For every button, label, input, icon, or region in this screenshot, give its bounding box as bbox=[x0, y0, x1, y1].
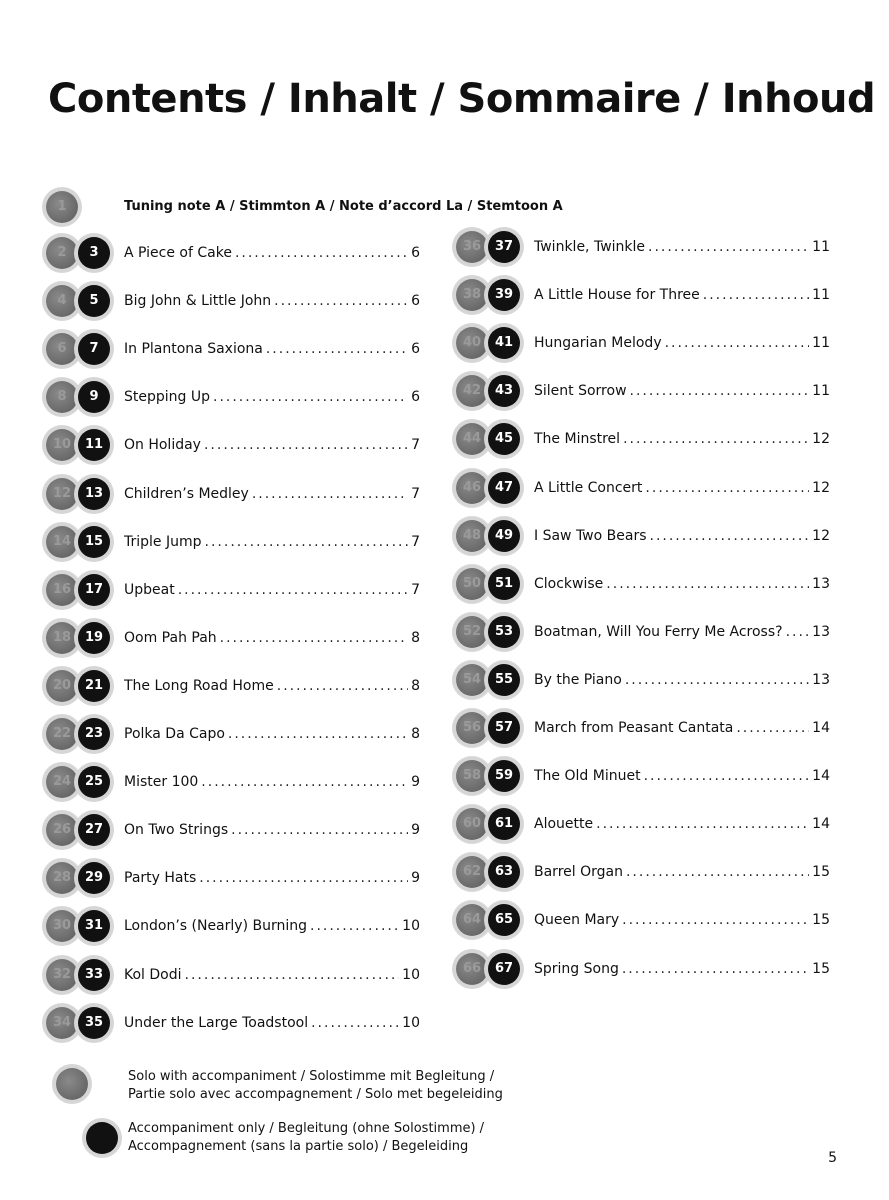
dot-leader bbox=[648, 227, 809, 267]
entry-title: I Saw Two Bears bbox=[534, 527, 647, 544]
solo-track-badge: 18 bbox=[46, 622, 78, 654]
entry-line bbox=[124, 810, 420, 850]
entry-line bbox=[124, 762, 420, 802]
track-badge-pair bbox=[46, 810, 118, 850]
dot-leader bbox=[622, 900, 809, 940]
entry-title: Party Hats bbox=[124, 870, 197, 887]
entry-line bbox=[124, 955, 420, 995]
entry-title: The Long Road Home bbox=[124, 677, 274, 694]
contents-entry[interactable] bbox=[46, 281, 420, 321]
entry-page: 11 bbox=[812, 287, 830, 304]
accompaniment-track-badge: 33 bbox=[78, 959, 110, 991]
solo-track-badge: 56 bbox=[456, 712, 488, 744]
entry-title: Spring Song bbox=[534, 960, 619, 977]
entry-page: 14 bbox=[812, 768, 830, 785]
solo-track-badge: 1 bbox=[46, 191, 78, 223]
solo-track-badge: 26 bbox=[46, 814, 78, 846]
solo-track-badge: 38 bbox=[456, 279, 488, 311]
contents-entry[interactable] bbox=[456, 275, 830, 315]
solo-track-badge: 42 bbox=[456, 375, 488, 407]
track-badge-pair bbox=[456, 468, 528, 508]
dot-leader bbox=[645, 468, 809, 508]
accompaniment-track-badge: 13 bbox=[78, 478, 110, 510]
entry-page: 6 bbox=[411, 293, 420, 310]
contents-entry[interactable] bbox=[456, 564, 830, 604]
entry-line bbox=[534, 708, 830, 748]
solo-track-badge: 32 bbox=[46, 959, 78, 991]
solo-track-badge: 60 bbox=[456, 808, 488, 840]
entry-title: London’s (Nearly) Burning bbox=[124, 918, 307, 935]
track-badge-pair bbox=[46, 666, 118, 706]
entry-page: 6 bbox=[411, 389, 420, 406]
track-badge-pair bbox=[456, 852, 528, 892]
dot-leader bbox=[606, 564, 809, 604]
track-badge-pair bbox=[456, 227, 528, 267]
entry-page: 7 bbox=[411, 485, 420, 502]
entry-page: 10 bbox=[402, 918, 420, 935]
entry-title: On Two Strings bbox=[124, 822, 229, 839]
accompaniment-track-badge: 21 bbox=[78, 670, 110, 702]
entry-title: Stepping Up bbox=[124, 389, 210, 406]
entry-page: 12 bbox=[812, 527, 830, 544]
entry-page: 7 bbox=[411, 581, 420, 598]
entry-page: 15 bbox=[812, 864, 830, 881]
dot-leader bbox=[665, 323, 810, 363]
dot-leader bbox=[623, 419, 809, 459]
dot-leader bbox=[626, 852, 809, 892]
dot-leader bbox=[630, 371, 810, 411]
dot-leader bbox=[252, 474, 408, 514]
entry-page: 13 bbox=[812, 623, 830, 640]
accompaniment-track-badge: 51 bbox=[488, 568, 520, 600]
accompaniment-legend-icon bbox=[86, 1122, 118, 1154]
accompaniment-track-badge: 59 bbox=[488, 760, 520, 792]
contents-entry[interactable] bbox=[456, 804, 830, 844]
contents-entry[interactable] bbox=[456, 323, 830, 363]
entry-title: Under the Large Toadstool bbox=[124, 1014, 309, 1031]
accompaniment-track-badge: 23 bbox=[78, 718, 110, 750]
solo-track-badge: 10 bbox=[46, 429, 78, 461]
accompaniment-track-badge: 39 bbox=[488, 279, 520, 311]
contents-entry[interactable] bbox=[456, 900, 830, 940]
entry-line bbox=[124, 281, 420, 321]
entry-line bbox=[534, 323, 830, 363]
dot-leader bbox=[266, 329, 408, 369]
track-badge-pair bbox=[46, 618, 118, 658]
entry-page: 12 bbox=[812, 479, 830, 496]
entry-line bbox=[124, 233, 420, 273]
entry-line bbox=[534, 852, 830, 892]
contents-entry[interactable] bbox=[46, 1003, 420, 1043]
entry-page: 9 bbox=[411, 822, 420, 839]
contents-entry[interactable] bbox=[456, 949, 830, 989]
contents-entry[interactable] bbox=[46, 714, 420, 754]
entry-line bbox=[124, 906, 420, 946]
track-badge-pair bbox=[46, 281, 118, 321]
track-badge-pair bbox=[46, 762, 118, 802]
track-badge-pair bbox=[456, 323, 528, 363]
legend-acc-line2: Accompagnement (sans la partie solo) / Begeleiding bbox=[128, 1139, 469, 1154]
solo-track-badge: 22 bbox=[46, 718, 78, 750]
track-badge-pair bbox=[46, 522, 118, 562]
entry-title: March from Peasant Cantata bbox=[534, 720, 734, 736]
solo-track-badge: 62 bbox=[456, 856, 488, 888]
dot-leader bbox=[213, 377, 408, 417]
contents-entry[interactable] bbox=[456, 468, 830, 508]
solo-track-badge: 64 bbox=[456, 904, 488, 936]
entry-title: Triple Jump bbox=[124, 533, 202, 550]
entry-title: In Plantona Saxiona bbox=[124, 341, 263, 358]
track-badge-pair bbox=[456, 756, 528, 796]
entry-line bbox=[534, 900, 830, 940]
accompaniment-track-badge: 15 bbox=[78, 526, 110, 558]
dot-leader bbox=[231, 810, 408, 850]
entry-line bbox=[534, 949, 830, 989]
contents-entry[interactable] bbox=[46, 955, 420, 995]
dot-leader bbox=[736, 708, 809, 748]
dot-leader bbox=[178, 570, 408, 610]
track-badge-pair bbox=[456, 371, 528, 411]
accompaniment-track-badge: 41 bbox=[488, 327, 520, 359]
track-badge-pair bbox=[46, 570, 118, 610]
entry-title: Silent Sorrow bbox=[534, 383, 627, 400]
contents-entry[interactable] bbox=[46, 329, 420, 369]
entry-line bbox=[534, 275, 830, 315]
solo-track-badge: 46 bbox=[456, 472, 488, 504]
entry-page: 13 bbox=[812, 575, 830, 592]
legend-solo-text bbox=[128, 1068, 548, 1104]
contents-entry[interactable] bbox=[46, 906, 420, 946]
track-badge-pair bbox=[456, 516, 528, 556]
contents-entry[interactable] bbox=[46, 425, 420, 465]
entry-title: Clockwise bbox=[534, 575, 604, 592]
dot-leader bbox=[204, 425, 408, 465]
solo-track-badge: 40 bbox=[456, 327, 488, 359]
legend-accompaniment-text bbox=[128, 1120, 548, 1156]
track-badge-pair bbox=[46, 329, 118, 369]
track-badge-pair bbox=[46, 858, 118, 898]
entry-page: 7 bbox=[411, 533, 420, 550]
contents-entry[interactable] bbox=[456, 419, 830, 459]
accompaniment-track-badge: 43 bbox=[488, 375, 520, 407]
contents-entry[interactable] bbox=[46, 522, 420, 562]
accompaniment-track-badge: 29 bbox=[78, 862, 110, 894]
track-badge-pair bbox=[456, 804, 528, 844]
entry-page: 8 bbox=[411, 726, 420, 742]
contents-entry[interactable] bbox=[46, 762, 420, 802]
entry-line bbox=[534, 227, 830, 267]
entry-line bbox=[534, 468, 830, 508]
entry-line bbox=[534, 804, 830, 844]
dot-leader bbox=[650, 516, 810, 556]
contents-entry[interactable] bbox=[456, 660, 830, 700]
contents-entry[interactable] bbox=[456, 227, 830, 267]
contents-entry[interactable] bbox=[456, 708, 830, 748]
entry-page: 14 bbox=[812, 720, 830, 736]
entry-line bbox=[534, 756, 830, 796]
entry-title: Barrel Organ bbox=[534, 864, 623, 881]
solo-track-badge: 16 bbox=[46, 574, 78, 606]
contents-entry[interactable] bbox=[46, 618, 420, 658]
track-badge-pair bbox=[46, 955, 118, 995]
dot-leader bbox=[644, 756, 810, 796]
entry-line bbox=[124, 666, 420, 706]
accompaniment-track-badge: 67 bbox=[488, 953, 520, 985]
entry-page: 9 bbox=[411, 870, 420, 887]
contents-entry[interactable] bbox=[456, 516, 830, 556]
contents-entry[interactable] bbox=[46, 233, 420, 273]
contents-entry[interactable] bbox=[46, 810, 420, 850]
solo-track-badge: 58 bbox=[456, 760, 488, 792]
track-badge-pair bbox=[456, 612, 528, 652]
solo-track-badge: 28 bbox=[46, 862, 78, 894]
entry-line bbox=[124, 618, 420, 658]
accompaniment-track-badge: 57 bbox=[488, 712, 520, 744]
entry-page: 15 bbox=[812, 960, 830, 977]
entry-title: The Old Minuet bbox=[534, 768, 641, 785]
solo-track-badge: 30 bbox=[46, 910, 78, 942]
entry-title: Big John & Little John bbox=[124, 293, 272, 310]
entry-line bbox=[124, 570, 420, 610]
entry-page: 15 bbox=[812, 912, 830, 929]
solo-track-badge: 66 bbox=[456, 953, 488, 985]
contents-entry[interactable] bbox=[46, 377, 420, 417]
entry-title: On Holiday bbox=[124, 437, 201, 454]
solo-track-badge: 2 bbox=[46, 237, 78, 269]
entry-line bbox=[124, 474, 420, 514]
accompaniment-track-badge: 11 bbox=[78, 429, 110, 461]
solo-track-badge: 8 bbox=[46, 381, 78, 413]
dot-leader bbox=[220, 618, 408, 658]
dot-leader bbox=[703, 275, 809, 315]
entry-line bbox=[534, 371, 830, 411]
entry-page: 11 bbox=[812, 383, 830, 400]
entry-page: 14 bbox=[812, 816, 830, 833]
entry-page: 13 bbox=[812, 671, 830, 688]
tuning-label bbox=[124, 187, 563, 227]
accompaniment-track-badge: 9 bbox=[78, 381, 110, 413]
dot-leader bbox=[786, 612, 810, 652]
entry-line bbox=[534, 660, 830, 700]
dot-leader bbox=[625, 660, 809, 700]
track-badge-pair bbox=[456, 900, 528, 940]
accompaniment-track-badge: 61 bbox=[488, 808, 520, 840]
accompaniment-track-badge: 31 bbox=[78, 910, 110, 942]
accompaniment-track-badge: 55 bbox=[488, 664, 520, 696]
accompaniment-track-badge: 5 bbox=[78, 285, 110, 317]
entry-title: Boatman, Will You Ferry Me Across? bbox=[534, 623, 783, 640]
solo-track-badge: 4 bbox=[46, 285, 78, 317]
contents-entry[interactable] bbox=[46, 858, 420, 898]
track-badge-pair bbox=[46, 1003, 118, 1043]
accompaniment-track-badge: 47 bbox=[488, 472, 520, 504]
accompaniment-track-badge: 35 bbox=[78, 1007, 110, 1039]
accompaniment-track-badge: 19 bbox=[78, 622, 110, 654]
entry-title: Kol Dodi bbox=[124, 966, 182, 983]
legend-acc-line1: Accompaniment only / Begleitung (ohne Solostimme) / bbox=[128, 1121, 485, 1136]
solo-track-badge: 50 bbox=[456, 568, 488, 600]
solo-track-badge: 52 bbox=[456, 616, 488, 648]
entry-line bbox=[124, 425, 420, 465]
dot-leader bbox=[205, 522, 409, 562]
track-badge-pair bbox=[456, 949, 528, 989]
entry-line bbox=[534, 612, 830, 652]
entry-line bbox=[124, 858, 420, 898]
entry-page: 10 bbox=[402, 966, 420, 983]
solo-track-badge: 12 bbox=[46, 478, 78, 510]
entry-title: A Little Concert bbox=[534, 479, 643, 496]
track-badge-pair bbox=[456, 275, 528, 315]
track-badge-pair bbox=[46, 425, 118, 465]
contents-entry[interactable] bbox=[456, 612, 830, 652]
entry-page: 8 bbox=[411, 677, 420, 694]
dot-leader bbox=[185, 955, 400, 995]
entry-line bbox=[534, 419, 830, 459]
accompaniment-track-badge: 53 bbox=[488, 616, 520, 648]
accompaniment-track-badge: 49 bbox=[488, 520, 520, 552]
entry-page: 11 bbox=[812, 335, 830, 352]
legend-solo-line2: Partie solo avec accompagnement / Solo met begeleiding bbox=[128, 1087, 503, 1102]
entry-line bbox=[534, 516, 830, 556]
entry-title: Twinkle, Twinkle bbox=[534, 239, 646, 255]
entry-title: Alouette bbox=[534, 816, 594, 833]
track-badge-pair bbox=[46, 377, 118, 417]
dot-leader bbox=[274, 281, 408, 321]
entry-page: 6 bbox=[411, 341, 420, 358]
accompaniment-track-badge: 17 bbox=[78, 574, 110, 606]
solo-track-badge: 36 bbox=[456, 231, 488, 263]
dot-leader bbox=[235, 233, 408, 273]
entry-page: 11 bbox=[812, 239, 830, 255]
entry-line bbox=[124, 522, 420, 562]
track-badge-pair bbox=[46, 474, 118, 514]
track-badge-pair bbox=[456, 564, 528, 604]
dot-leader bbox=[199, 858, 408, 898]
solo-track-badge: 54 bbox=[456, 664, 488, 696]
entry-title: Polka Da Capo bbox=[124, 726, 225, 742]
track-badge-pair bbox=[456, 419, 528, 459]
solo-track-badge: 24 bbox=[46, 766, 78, 798]
track-badge-pair bbox=[46, 906, 118, 946]
entry-line bbox=[534, 564, 830, 604]
solo-track-badge: 48 bbox=[456, 520, 488, 552]
entry-title: Mister 100 bbox=[124, 774, 199, 791]
solo-track-badge: 34 bbox=[46, 1007, 78, 1039]
entry-title: Children’s Medley bbox=[124, 485, 249, 502]
solo-track-badge: 14 bbox=[46, 526, 78, 558]
entry-line bbox=[124, 329, 420, 369]
accompaniment-track-badge: 3 bbox=[78, 237, 110, 269]
dot-leader bbox=[201, 762, 408, 802]
entry-line bbox=[124, 377, 420, 417]
entry-line bbox=[124, 714, 420, 754]
contents-entry[interactable] bbox=[46, 570, 420, 610]
entry-title: Oom Pah Pah bbox=[124, 629, 217, 646]
track-badge-pair bbox=[46, 233, 118, 273]
entry-title: By the Piano bbox=[534, 671, 622, 688]
page-number: 5 bbox=[828, 1150, 837, 1166]
entry-title: Queen Mary bbox=[534, 912, 620, 929]
entry-page: 12 bbox=[812, 431, 830, 448]
accompaniment-track-badge: 25 bbox=[78, 766, 110, 798]
dot-leader bbox=[228, 714, 408, 754]
contents-entry[interactable] bbox=[46, 474, 420, 514]
accompaniment-track-badge: 63 bbox=[488, 856, 520, 888]
dot-leader bbox=[622, 949, 809, 989]
entry-title: The Minstrel bbox=[534, 431, 621, 448]
tuning-row[interactable] bbox=[46, 187, 566, 227]
accompaniment-track-badge: 45 bbox=[488, 423, 520, 455]
legend-solo-line1: Solo with accompaniment / Solostimme mit Begleitung / bbox=[128, 1069, 495, 1084]
dot-leader bbox=[311, 1003, 399, 1043]
dot-leader bbox=[277, 666, 408, 706]
contents-entry[interactable] bbox=[456, 756, 830, 796]
entry-page: 6 bbox=[411, 245, 420, 261]
entry-title: Tuning note A / Stimmton A / Note d’accord La / Stemtoon A bbox=[124, 199, 563, 214]
solo-track-badge: 6 bbox=[46, 333, 78, 365]
track-badge-pair bbox=[456, 708, 528, 748]
page-title: Contents / Inhalt / Sommaire / Inhoud bbox=[48, 76, 876, 122]
entry-page: 7 bbox=[411, 437, 420, 454]
entry-title: A Little House for Three bbox=[534, 287, 700, 304]
dot-leader bbox=[596, 804, 809, 844]
dot-leader bbox=[310, 906, 399, 946]
entry-page: 10 bbox=[402, 1014, 420, 1031]
track-badge-pair bbox=[456, 660, 528, 700]
accompaniment-track-badge: 7 bbox=[78, 333, 110, 365]
entry-title: Hungarian Melody bbox=[534, 335, 662, 352]
solo-legend-icon bbox=[56, 1068, 88, 1100]
entry-title: Upbeat bbox=[124, 581, 175, 598]
contents-entry[interactable] bbox=[46, 666, 420, 706]
entry-line bbox=[124, 1003, 420, 1043]
track-badge-pair bbox=[46, 187, 118, 227]
accompaniment-track-badge: 65 bbox=[488, 904, 520, 936]
entry-page: 8 bbox=[411, 629, 420, 646]
contents-entry[interactable] bbox=[456, 371, 830, 411]
solo-track-badge: 44 bbox=[456, 423, 488, 455]
solo-track-badge: 20 bbox=[46, 670, 78, 702]
entry-page: 9 bbox=[411, 774, 420, 791]
entry-title: A Piece of Cake bbox=[124, 245, 232, 261]
accompaniment-track-badge: 27 bbox=[78, 814, 110, 846]
accompaniment-track-badge: 37 bbox=[488, 231, 520, 263]
track-badge-pair bbox=[46, 714, 118, 754]
contents-entry[interactable] bbox=[456, 852, 830, 892]
